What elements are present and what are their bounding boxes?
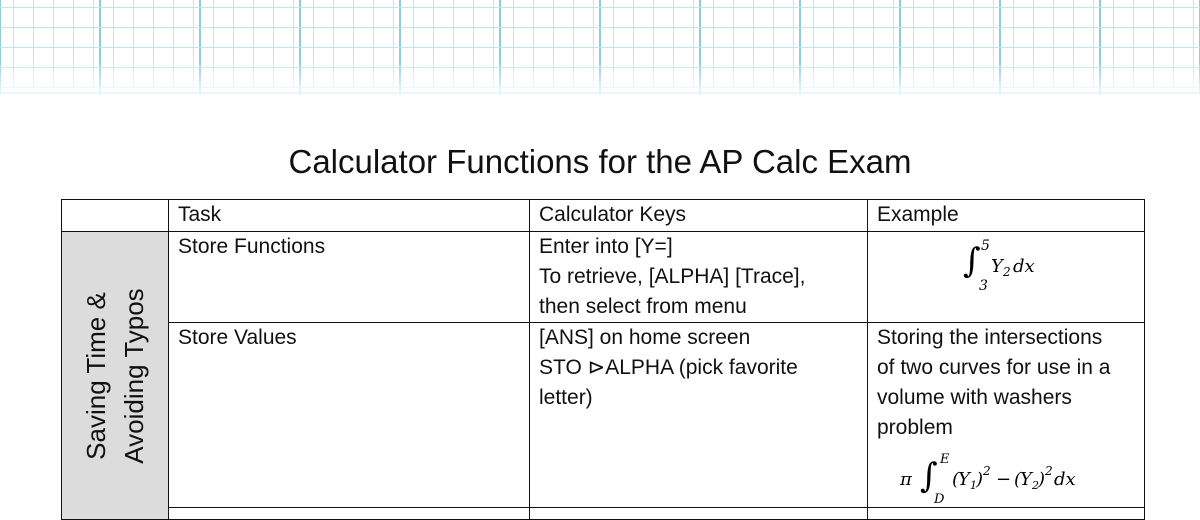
svg-text:Y: Y bbox=[958, 469, 970, 490]
keys-line: Enter into [Y=] bbox=[539, 235, 673, 258]
svg-text:dx: dx bbox=[1054, 469, 1076, 490]
section-label-line: Saving Time & bbox=[81, 291, 111, 460]
task-cell: Store Functions bbox=[169, 232, 530, 323]
svg-text:(: ( bbox=[1014, 469, 1022, 490]
svg-text:3: 3 bbox=[979, 278, 988, 292]
svg-text:Y: Y bbox=[991, 256, 1003, 277]
svg-text:2: 2 bbox=[983, 464, 991, 478]
example-cell bbox=[868, 232, 1145, 323]
header-example: Example bbox=[868, 200, 1145, 232]
graph-paper-fade bbox=[0, 60, 1200, 100]
svg-text:2: 2 bbox=[1045, 464, 1053, 478]
example-line: of two curves for use in a bbox=[877, 356, 1111, 379]
header-calculator-keys: Calculator Keys bbox=[530, 200, 868, 232]
integral-y2-math bbox=[877, 232, 1135, 292]
svg-text:D: D bbox=[934, 492, 945, 505]
svg-text:∫: ∫ bbox=[920, 456, 938, 496]
keys-line: To retrieve, [ALPHA] [Trace], bbox=[539, 265, 806, 288]
calculator-functions-table bbox=[61, 199, 1145, 520]
example-line: problem bbox=[877, 416, 953, 439]
table-header-row bbox=[62, 200, 1145, 232]
svg-text:(: ( bbox=[952, 469, 960, 490]
table-row bbox=[62, 232, 1145, 323]
svg-text:2: 2 bbox=[1003, 265, 1011, 279]
svg-text:E: E bbox=[940, 452, 950, 467]
svg-text:): ) bbox=[1038, 469, 1046, 490]
example-line: volume with washers bbox=[877, 386, 1072, 409]
svg-text:5: 5 bbox=[981, 238, 990, 254]
example-line: Storing the intersections bbox=[877, 326, 1103, 349]
calculator-keys-cell bbox=[530, 323, 868, 508]
calculator-keys-cell bbox=[530, 232, 868, 323]
table-row bbox=[62, 323, 1145, 508]
svg-text:π: π bbox=[900, 469, 912, 490]
integral-y2-formula bbox=[951, 236, 1061, 292]
example-cell bbox=[868, 323, 1145, 508]
task-cell: Store Values bbox=[169, 323, 530, 508]
svg-text:): ) bbox=[976, 469, 984, 490]
page-title: Calculator Functions for the AP Calc Exam bbox=[288, 143, 912, 180]
keys-line: then select from menu bbox=[539, 295, 747, 318]
section-label-cell bbox=[62, 232, 169, 520]
svg-text:Y: Y bbox=[1020, 469, 1032, 490]
header-task: Task bbox=[169, 200, 530, 232]
svg-text:1: 1 bbox=[970, 479, 977, 492]
section-label bbox=[77, 241, 153, 511]
svg-text:−: − bbox=[996, 469, 1012, 490]
keys-line: [ANS] on home screen bbox=[539, 326, 751, 349]
section-label-line: Avoiding Typos bbox=[119, 287, 149, 464]
svg-text:dx: dx bbox=[1013, 256, 1035, 277]
header-empty-cell bbox=[62, 200, 169, 232]
washer-integral-math bbox=[877, 451, 1135, 505]
keys-line: letter) bbox=[539, 386, 593, 409]
svg-text:∫: ∫ bbox=[963, 241, 981, 281]
keys-line: STO ⊳ALPHA (pick favorite bbox=[539, 356, 798, 379]
washer-integral-formula bbox=[896, 451, 1116, 505]
svg-text:2: 2 bbox=[1032, 479, 1039, 492]
